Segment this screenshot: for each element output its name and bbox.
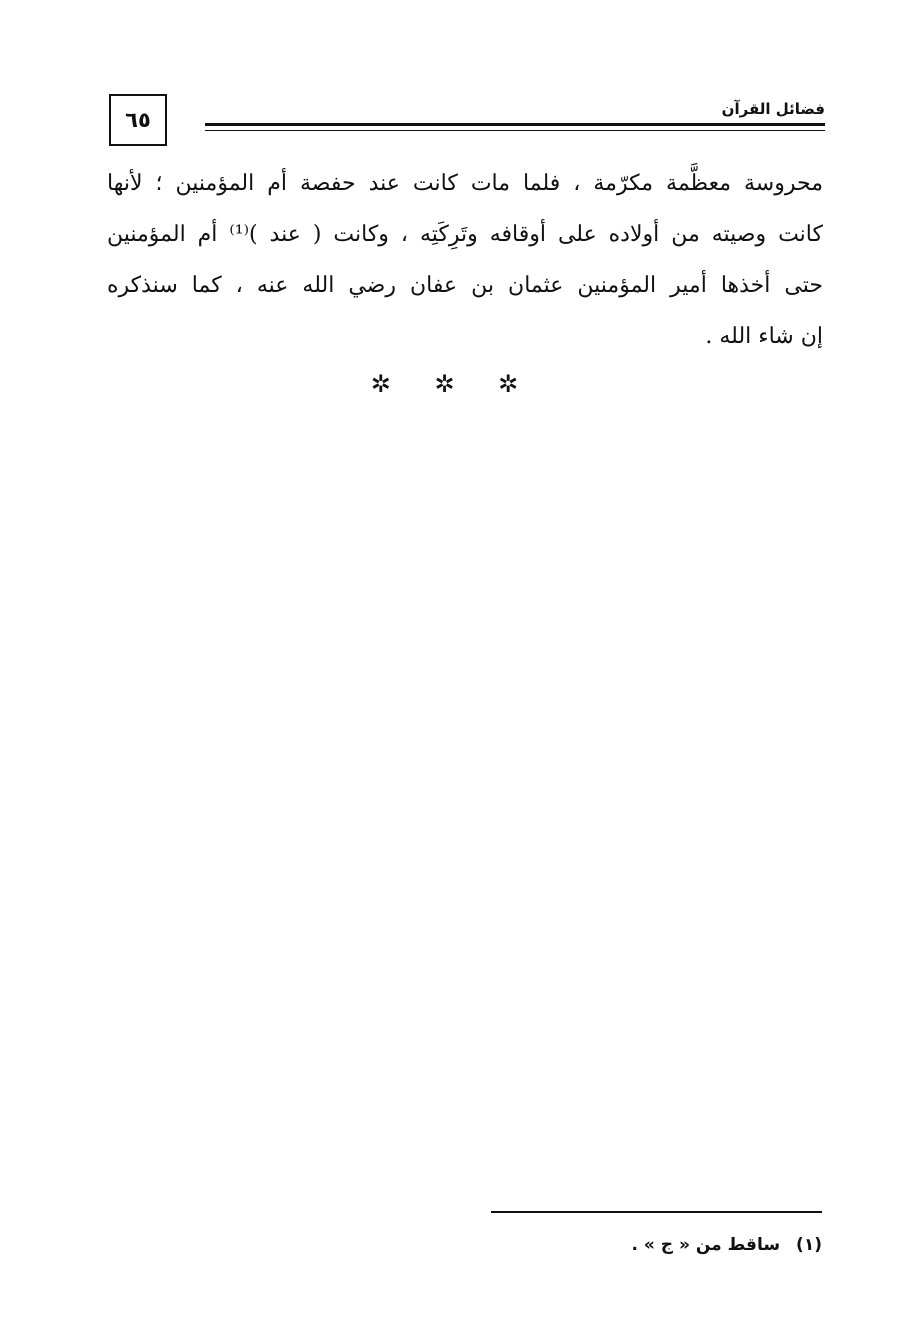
body-line-4: إن شاء الله . xyxy=(705,324,823,349)
body-line-3: حتى أخذها أمير المؤمنين عثمان بن عفان رضي الله عنه ، كما سنذكره xyxy=(107,273,823,298)
footnote-number: (١) xyxy=(796,1235,822,1255)
footnote-rule xyxy=(491,1211,822,1213)
page-number-text: ٦٥ xyxy=(125,108,151,132)
page-number xyxy=(109,94,167,146)
body-line-2: كانت وصيته من أولاده على أوقافه وتَرِكَتِه ، وكانت ( عند )⁽¹⁾ أم المؤمنين xyxy=(107,222,823,247)
footnote xyxy=(632,1235,822,1255)
header-rule-thin xyxy=(205,130,825,131)
body-line-1: محروسة معظَّمة مكرّمة ، فلما مات كانت عند حفصة أم المؤمنين ؛ لأنها xyxy=(107,171,823,196)
body-paragraph xyxy=(107,158,823,362)
header-rule-thick xyxy=(205,123,825,126)
footnote-text: ساقط من « ج » . xyxy=(631,1235,781,1255)
section-break-stars: ✲ ✲ ✲ xyxy=(370,370,537,398)
running-title: فضائل القرآن xyxy=(721,100,825,118)
